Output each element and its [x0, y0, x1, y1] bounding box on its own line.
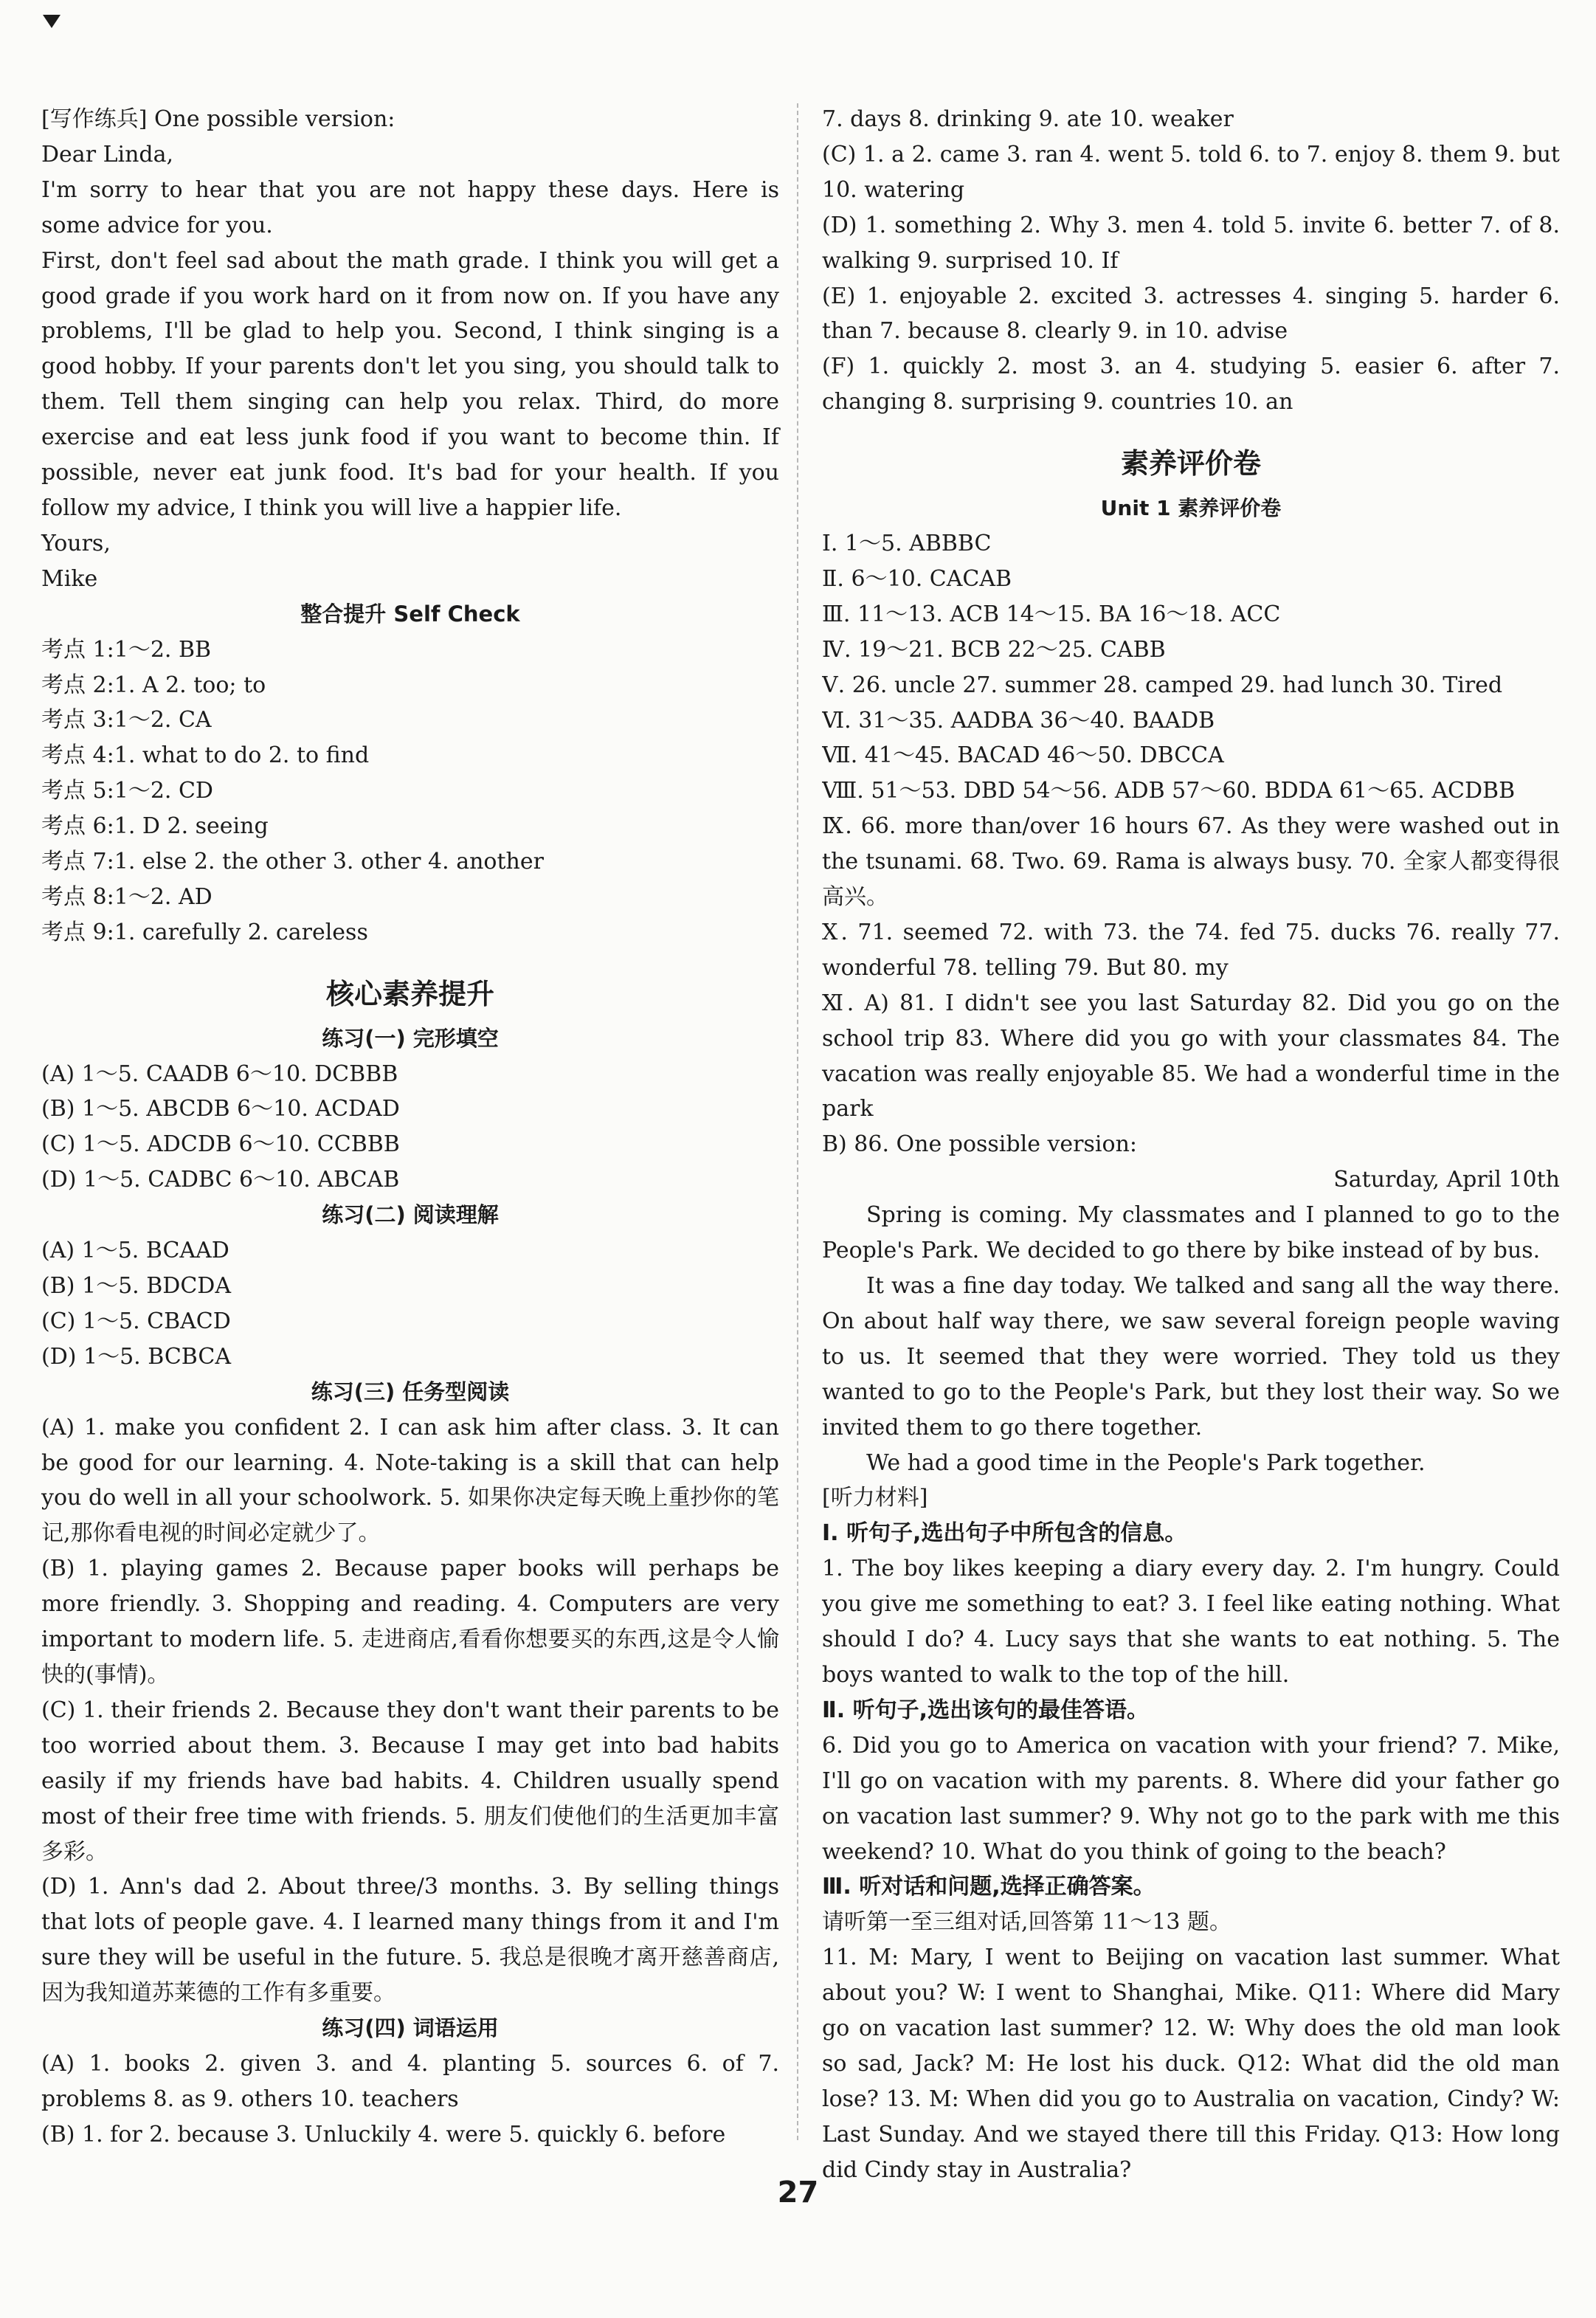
listening-part1-title: Ⅰ. 听句子,选出句子中所包含的信息。 — [822, 1520, 1187, 1547]
exercise1-answer: (D) 1～5. CADBC 6～10. ABCAB — [41, 1167, 400, 1193]
eval-answer: Ⅸ. 66. more than/over 16 hours 67. As they were washed out in the tsunami. 68. Two. 69. Rama is always busy. 70. 全家人都变得很高兴。 — [822, 813, 1560, 911]
listening-part2-title: Ⅱ. 听句子,选出该句的最佳答语。 — [822, 1697, 1149, 1723]
exercise1-answer: (B) 1～5. ABCDB 6～10. ACDAD — [41, 1096, 400, 1122]
exercise4-answer: (A) 1. books 2. given 3. and 4. planting 5. sources 6. of 7. problems 8. as 9. others 10. teachers — [41, 2050, 779, 2112]
word-use-answer: (E) 1. enjoyable 2. excited 3. actresses 4. singing 5. harder 6. than 7. because 8. clearly 9. in 10. advise — [822, 283, 1560, 345]
exercise1-answer: (C) 1～5. ADCDB 6～10. CCBBB — [41, 1131, 400, 1158]
diary-paragraph: Spring is coming. My classmates and I planned to go to the People's Park. We decided to go there by bike instead of by bus. — [822, 1202, 1560, 1264]
eval-answer: Ⅺ. A) 81. I didn't see you last Saturday 82. Did you go on the school trip 83. Where did you go with your classmates 84. The vacation was really enjoyable 85. We had a wonderful time in the park — [822, 990, 1560, 1122]
diary-paragraph: We had a good time in the People's Park together. — [866, 1449, 1426, 1476]
self-check-item: 考点 1:1～2. BB — [41, 636, 212, 663]
diary-paragraph: It was a fine day today. We talked and sang all the way there. On about half way there, we saw several foreign people waving to us. It seemed that they were worried. They told us they wanted to go to the People's Park, but they lost their way. So we invited them to go there together. — [822, 1273, 1560, 1441]
eval-answer: Ⅲ. 11～13. ACB 14～15. BA 16～18. ACC — [822, 601, 1281, 627]
self-check-item: 考点 4:1. what to do 2. to find — [41, 742, 370, 769]
listening-part3-title: Ⅲ. 听对话和问题,选择正确答案。 — [822, 1874, 1155, 1900]
eval-answer: Ⅵ. 31～35. AADBA 36～40. BAADB — [822, 707, 1215, 734]
eval-answer: Ⅴ. 26. uncle 27. summer 28. camped 29. had lunch 30. Tired — [822, 672, 1503, 698]
column-divider — [797, 103, 798, 2140]
self-check-item: 考点 6:1. D 2. seeing — [41, 813, 269, 840]
right-column — [822, 102, 1560, 2188]
word-use-answer: (F) 1. quickly 2. most 3. an 4. studying 5. easier 6. after 7. changing 8. surprising 9. countries 10. an — [822, 353, 1560, 415]
exercise2-answer: (B) 1～5. BDCDA — [41, 1273, 232, 1299]
listening-part3-text: 11. M: Mary, I went to Beijing on vacation last summer. What about you? W: I went to Shanghai, Mike. Q11: Where did Mary go on vacation last summer? 12. W: Why does the old man look so sad, Jack? M: He lost his duck. Q12: What did the old man lose? 13. M: When did you go to Australia on vacation, Cindy? W: Last Sunday. And we stayed there till this Friday. Q13: How long did Cindy stay in Australia? — [822, 1945, 1560, 2183]
diary-date: Saturday, April 10th — [1333, 1167, 1560, 1193]
letter-body: First, don't feel sad about the math grade. I think you will get a good grade if you work hard on it from now on. If you have any problems, I'll be glad to help you. Second, I think singing is a good hobby. If your parents don't let you sing, you should talk to them. Tell them singing can help you relax. Third, do more exercise and eat less junk food if you want to become thin. If possible, never eat junk food. It's bad for your health. If you follow my advice, I think you will live a happier life. — [41, 247, 779, 521]
page-number: 27 — [777, 2176, 819, 2210]
left-column — [41, 102, 779, 2153]
exercise3-title: 练习(三) 任务型阅读 — [311, 1379, 510, 1404]
eval-answer: Ⅳ. 19～21. BCB 22～25. CABB — [822, 636, 1166, 663]
eval-answer: B) 86. One possible version: — [822, 1131, 1138, 1158]
exercise3-answer: (C) 1. their friends 2. Because they don't want their parents to be too worried about them. 3. Because I may get into bad habits easily if my friends have bad habits. 4. Children usually spend most of their free time with friends. 5. 朋友们使他们的生活更加丰富多彩。 — [41, 1697, 779, 1865]
exercise1-answer: (A) 1～5. CAADB 6～10. DCBBB — [41, 1060, 398, 1087]
exercise2-title: 练习(二) 阅读理解 — [322, 1202, 499, 1228]
exercise2-answer: (A) 1～5. BCAAD — [41, 1238, 229, 1264]
self-check-item: 考点 3:1～2. CA — [41, 707, 212, 734]
self-check-item: 考点 9:1. carefully 2. careless — [41, 919, 368, 945]
eval-answer: Ⅹ. 71. seemed 72. with 73. the 74. fed 75. ducks 76. really 77. wonderful 78. telling 79. But 80. my — [822, 919, 1560, 981]
exercise2-answer: (D) 1～5. BCBCA — [41, 1343, 232, 1370]
exercise4-answer: (B) 1. for 2. because 3. Unluckily 4. were 5. quickly 6. before — [41, 2121, 726, 2148]
self-check-title: 整合提升 Self Check — [300, 601, 520, 627]
listening-part2-text: 6. Did you go to America on vacation with your friend? 7. Mike, I'll go on vacation with my parents. 8. Where did your father go on vacation last summer? 9. Why not go to the park with me this weekend? 10. What do you think of going to the beach? — [822, 1732, 1560, 1865]
eval-answer: Ⅶ. 41～45. BACAD 46～50. DBCCA — [822, 742, 1224, 769]
word-use-answer: 7. days 8. drinking 9. ate 10. weaker — [822, 106, 1234, 132]
evaluation-title: 素养评价卷 — [1120, 447, 1261, 480]
self-check-item: 考点 7:1. else 2. the other 3. other 4. another — [41, 849, 544, 875]
exercise2-answer: (C) 1～5. CBACD — [41, 1308, 231, 1334]
unit-title: Unit 1 素养评价卷 — [1100, 496, 1282, 521]
eval-answer: Ⅱ. 6～10. CACAB — [822, 565, 1012, 592]
eval-answer: Ⅰ. 1～5. ABBBC — [822, 530, 992, 556]
eval-answer: Ⅷ. 51～53. DBD 54～56. ADB 57～60. BDDA 61～65. ACDBB — [822, 778, 1516, 804]
letter-intro: I'm sorry to hear that you are not happy these days. Here is some advice for you. — [41, 176, 779, 238]
letter-signature: Mike — [41, 565, 98, 592]
exercise3-answer: (B) 1. playing games 2. Because paper books will perhaps be more friendly. 3. Shopping and reading. 4. Computers are very important to modern life. 5. 走进商店,看看你想要买的东西,这是令人愉快的(事情)。 — [41, 1556, 779, 1688]
letter-greeting: Dear Linda, — [41, 141, 174, 168]
listening-part1-text: 1. The boy likes keeping a diary every day. 2. I'm hungry. Could you give me something to eat? 3. I feel like eating nothing. What should I do? 4. Lucy says that she wants to eat nothing. 5. The boys wanted to walk to the top of the hill. — [822, 1556, 1560, 1688]
corner-triangle-mark — [43, 15, 61, 28]
exercise3-answer: (A) 1. make you confident 2. I can ask him after class. 3. It can be good for our learning. 4. Note-taking is a skill that can help you do well in all your schoolwork. 5. 如果你决定每天晚上重抄你的笔记,那你看电视的时间必定就少了。 — [41, 1414, 779, 1547]
exercise4-title: 练习(四) 词语运用 — [322, 2015, 499, 2041]
self-check-item: 考点 2:1. A 2. too; to — [41, 672, 266, 698]
self-check-item: 考点 8:1～2. AD — [41, 883, 213, 910]
word-use-answer: (D) 1. something 2. Why 3. men 4. told 5. invite 6. better 7. of 8. walking 9. surprised 10. If — [822, 212, 1560, 274]
self-check-item: 考点 5:1～2. CD — [41, 778, 213, 804]
core-section-title: 核心素养提升 — [325, 977, 494, 1010]
listening-part3-intro: 请听第一至三组对话,回答第 11～13 题。 — [822, 1909, 1231, 1936]
exercise1-title: 练习(一) 完形填空 — [322, 1025, 499, 1051]
listening-title: [听力材料] — [822, 1485, 928, 1511]
letter-closing: Yours, — [41, 530, 111, 556]
writing-heading: [写作练兵] One possible version: — [41, 106, 395, 132]
exercise3-answer: (D) 1. Ann's dad 2. About three/3 months. 3. By selling things that lots of people gave. 4. I learned many things from it and I'm sure they will be useful in the future. 5. 我总是很晚才离开慈善商店,因为我知道苏莱德的工作有多重要。 — [41, 1874, 779, 2007]
word-use-answer: (C) 1. a 2. came 3. ran 4. went 5. told 6. to 7. enjoy 8. them 9. but 10. watering — [822, 141, 1560, 203]
